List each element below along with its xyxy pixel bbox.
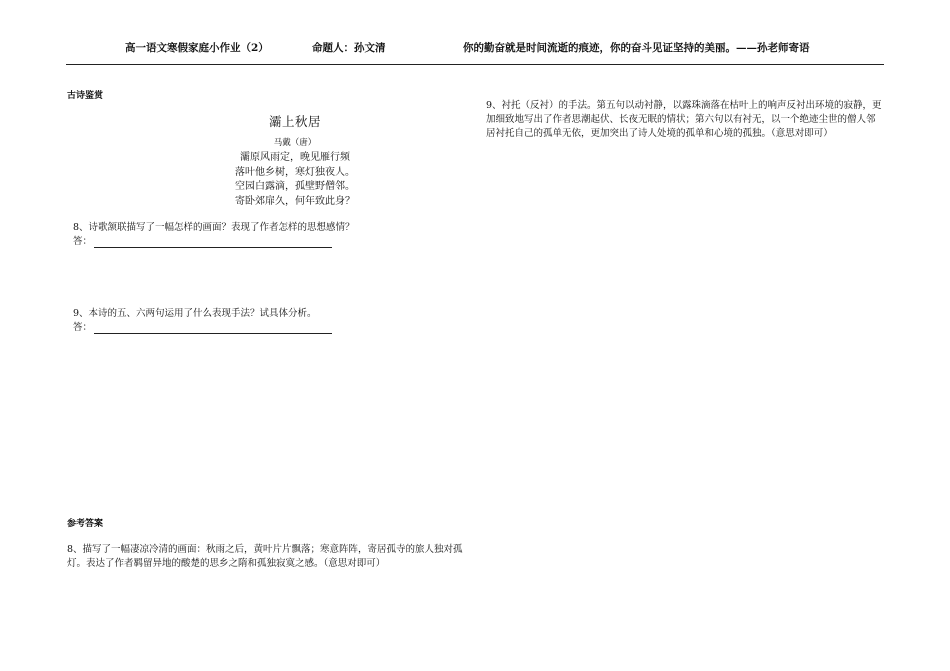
poem-author: 马戴（唐） [273, 138, 317, 148]
poem-line: 寄卧郊扉久，何年致此身？ [235, 195, 355, 207]
question-9-text: 9、本诗的五、六两句运用了什么表现手法？试具体分析。 [73, 308, 317, 319]
poem-block [220, 112, 370, 209]
worksheet-title: 高一语文寒假家庭小作业（2） [125, 42, 269, 54]
answer-label: 答： [73, 236, 93, 247]
question-9 [73, 307, 332, 334]
section-heading-answers: 参考答案 [67, 519, 104, 529]
section-heading-poem: 古诗鉴赏 [67, 91, 104, 101]
poem-title: 灞上秋居 [268, 114, 321, 129]
poem-line: 落叶他乡树，寒灯独夜人。 [235, 166, 355, 178]
answer-8-text: 8、描写了一幅凄凉冷清的画面：秋雨之后，黄叶片片飘落；寒意阵阵，寄居孤寺的旅人独对孤灯。表达了作者羁留异地的酸楚的思乡之隋和孤独寂寞之感。（意思对即可） [67, 544, 463, 569]
header-divider [66, 64, 884, 65]
poem-line: 灞原风雨定，晚见雁行频 [240, 152, 350, 163]
question-8-answer-row [73, 235, 355, 248]
question-8-answer-blank[interactable] [94, 236, 332, 248]
question-8 [73, 221, 355, 248]
poem-line: 空园白露滴，孤壁野僧邻。 [235, 181, 355, 192]
question-9-answer-blank[interactable] [94, 322, 332, 334]
teacher-motto: 你的勤奋就是时间流逝的痕迹，你的奋斗见证坚持的美丽。——孙老师寄语 [463, 42, 810, 54]
author-credit: 命题人：孙文清 [312, 42, 386, 54]
answer-9-text: 9、衬托（反衬）的手法。第五句以动衬静，以露珠滴落在枯叶上的响声反衬出环境的寂静，更加细致地写出了作者思潮起伏、长夜无眠的情状；第六句以有衬无，以一个绝迹尘世的僧人邻居衬托自己的孤单无依，更加突出了诗人处境的孤单和心境的孤独。（意思对即可） [486, 100, 882, 139]
answer-label: 答： [73, 322, 93, 333]
question-8-text: 8、诗歌颔联描写了一幅怎样的画面？表现了作者怎样的思想感情？ [73, 222, 355, 233]
question-9-answer-row [73, 321, 332, 334]
